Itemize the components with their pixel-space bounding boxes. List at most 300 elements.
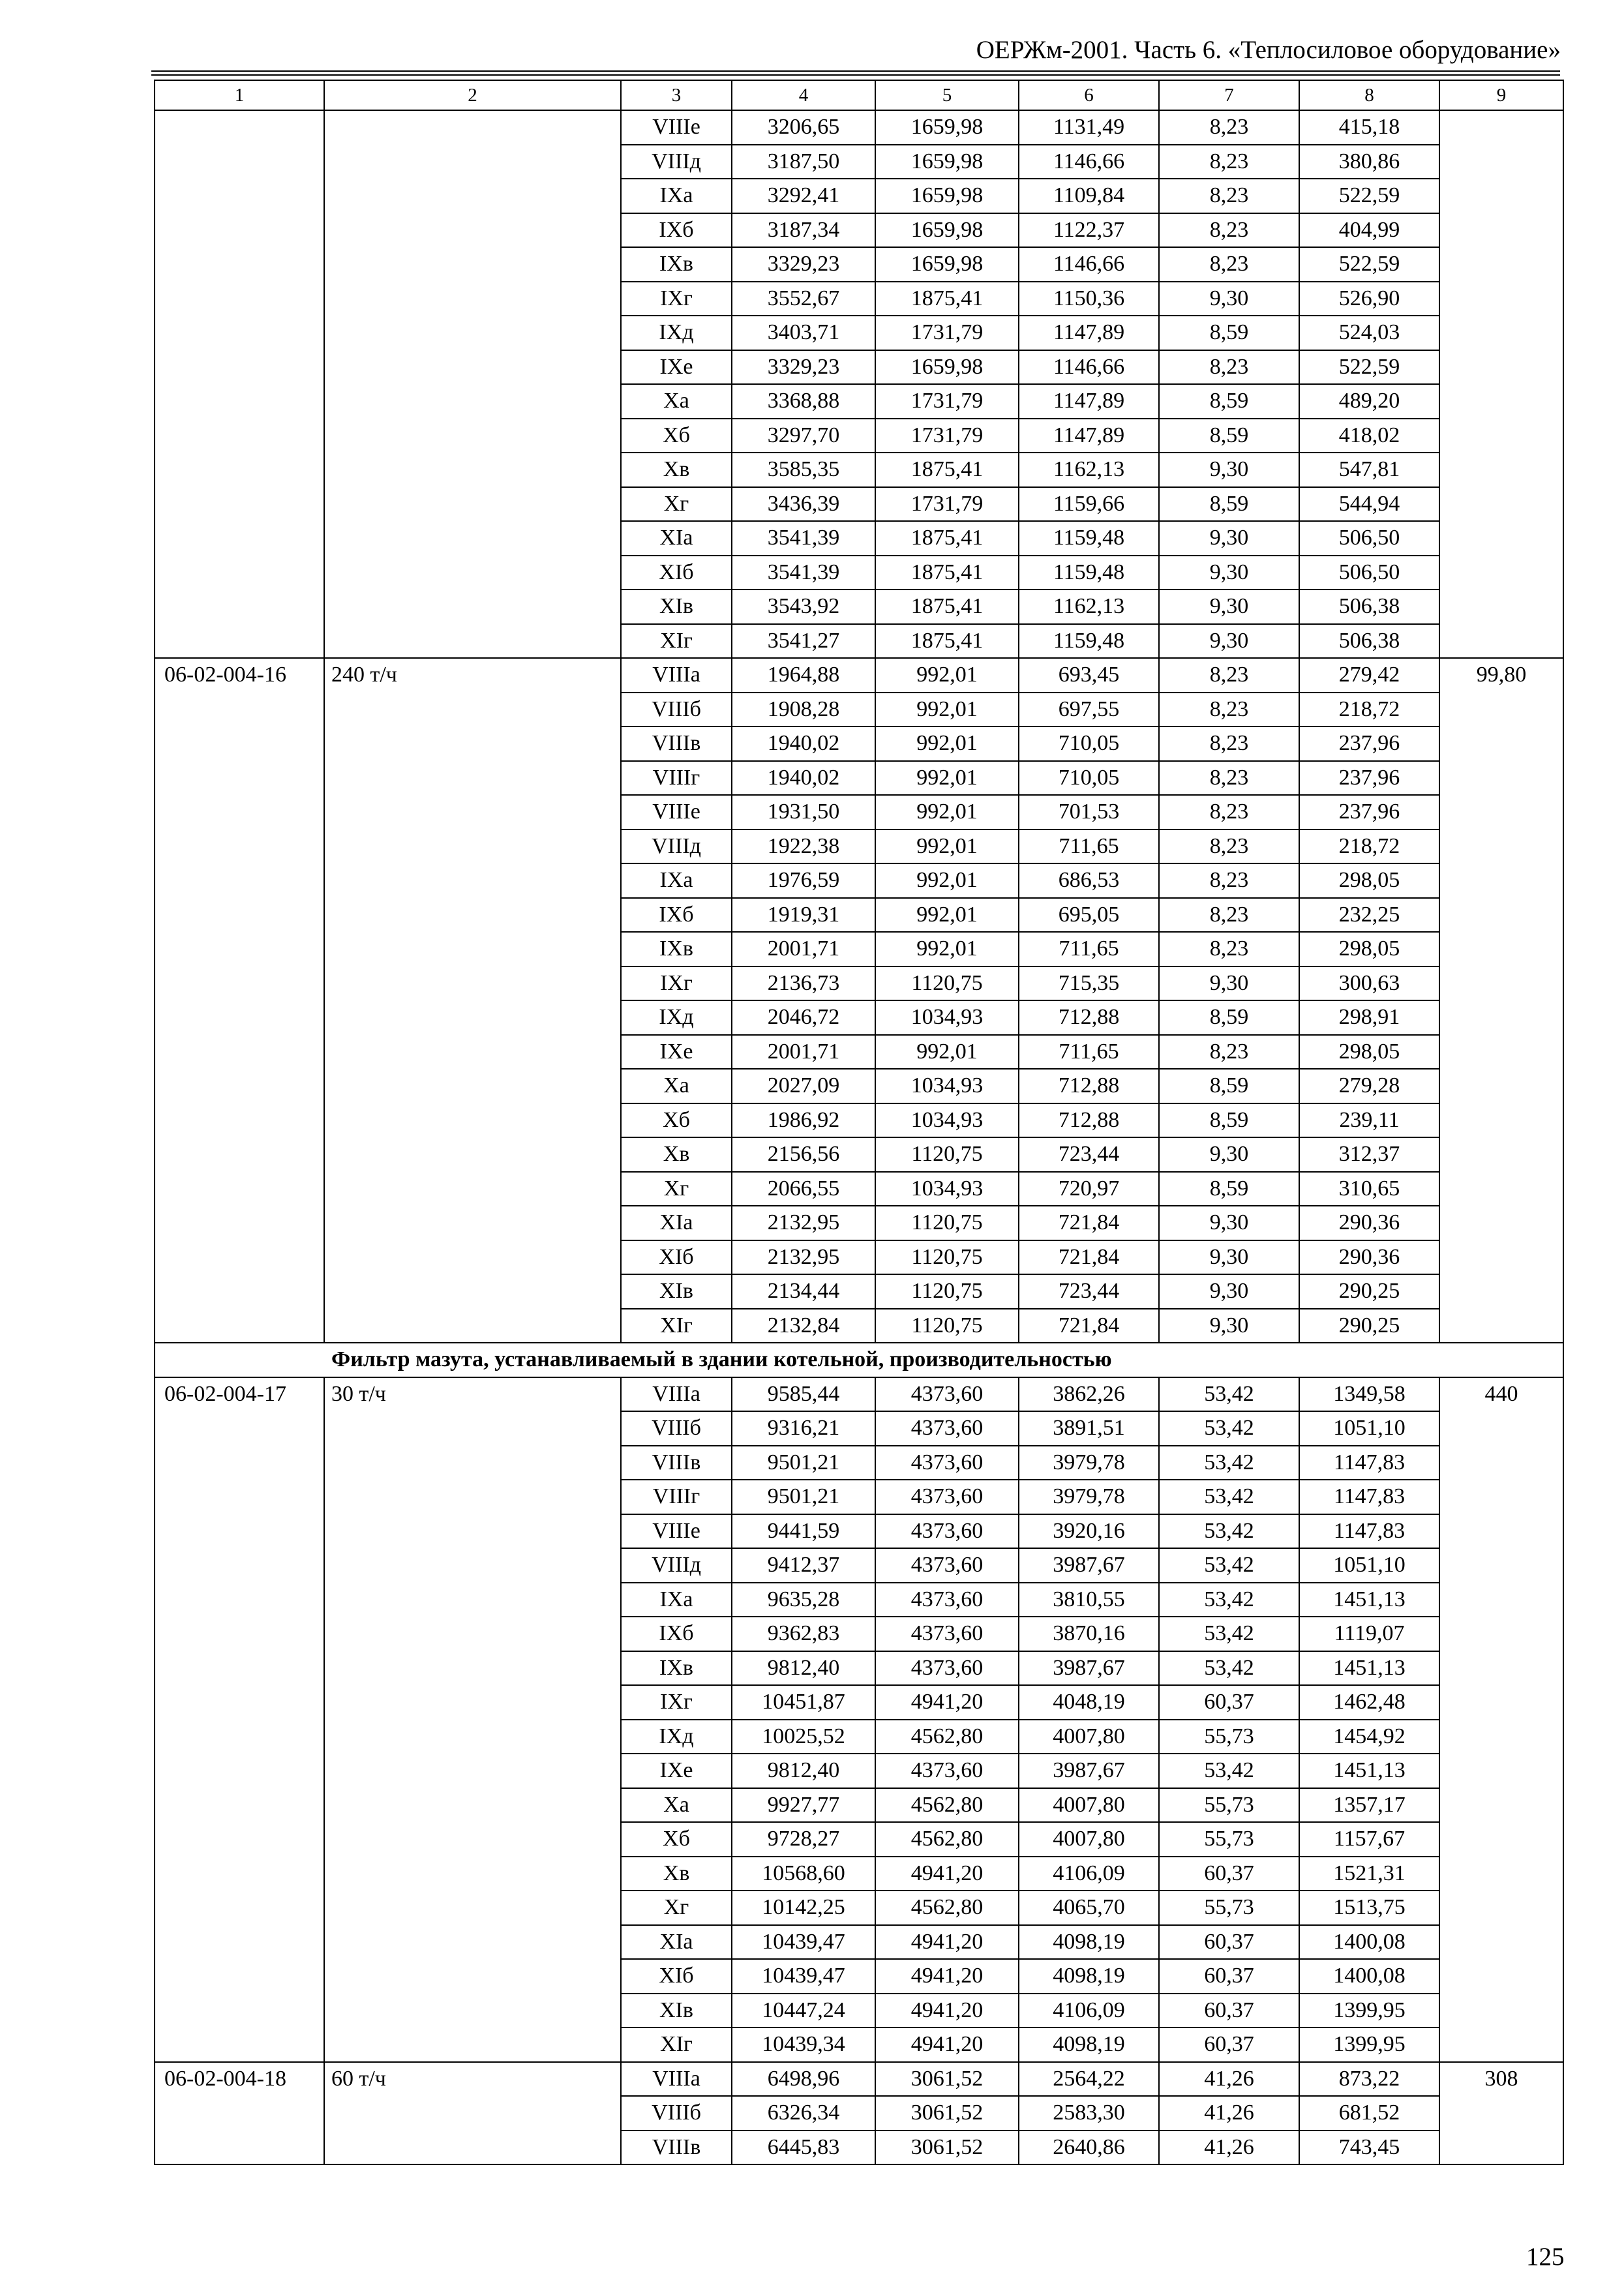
cell-value: 1120,75	[875, 966, 1019, 1001]
cell-value: 3891,51	[1019, 1411, 1159, 1446]
cell-value: 1659,98	[875, 247, 1019, 282]
cell-value: 8,23	[1159, 247, 1299, 282]
cell-value: 4941,20	[875, 1959, 1019, 1994]
row-variant: XIг	[621, 624, 732, 659]
entry-mass: 308	[1439, 2062, 1563, 2165]
cell-value: 2640,86	[1019, 2131, 1159, 2165]
cell-value: 2027,09	[732, 1069, 875, 1103]
cell-value: 1131,49	[1019, 110, 1159, 145]
cell-value: 1034,93	[875, 1069, 1019, 1103]
cell-value: 380,86	[1299, 145, 1439, 179]
cell-value: 1162,13	[1019, 453, 1159, 487]
cell-value: 8,23	[1159, 863, 1299, 898]
cell-value: 1146,66	[1019, 350, 1159, 385]
cell-value: 1400,08	[1299, 1925, 1439, 1960]
cell-value: 9635,28	[732, 1583, 875, 1617]
cell-value: 9,30	[1159, 1137, 1299, 1172]
row-variant: XIб	[621, 1240, 732, 1275]
row-variant: XIв	[621, 590, 732, 624]
cell-value: 2066,55	[732, 1172, 875, 1206]
cell-value: 41,26	[1159, 2062, 1299, 2097]
cell-value: 4098,19	[1019, 2027, 1159, 2062]
row-variant: XIб	[621, 1959, 732, 1994]
row-variant: IXа	[621, 1583, 732, 1617]
cell-value: 2132,95	[732, 1240, 875, 1275]
table-row	[155, 658, 1563, 693]
row-variant: VIIIд	[621, 830, 732, 864]
column-number: 4	[732, 80, 875, 110]
cell-value: 2046,72	[732, 1000, 875, 1035]
cell-value: 1875,41	[875, 556, 1019, 590]
cell-value: 992,01	[875, 693, 1019, 727]
row-variant: Xв	[621, 1857, 732, 1891]
cell-value: 1349,58	[1299, 1377, 1439, 1412]
cell-value: 3987,67	[1019, 1754, 1159, 1788]
row-variant: IXг	[621, 1685, 732, 1720]
cell-value: 9501,21	[732, 1446, 875, 1480]
cell-value: 2156,56	[732, 1137, 875, 1172]
row-variant: VIIIа	[621, 1377, 732, 1412]
cell-value: 60,37	[1159, 1857, 1299, 1891]
cell-value: 8,23	[1159, 213, 1299, 248]
cell-value: 53,42	[1159, 1446, 1299, 1480]
cell-value: 1986,92	[732, 1103, 875, 1138]
cell-value: 1120,75	[875, 1274, 1019, 1309]
cell-value: 743,45	[1299, 2131, 1439, 2165]
cell-value: 992,01	[875, 761, 1019, 796]
cell-value: 1659,98	[875, 110, 1019, 145]
entry-code: 06-02-004-16	[155, 658, 324, 1343]
row-variant: IXе	[621, 1754, 732, 1788]
cell-value: 711,65	[1019, 932, 1159, 966]
row-variant: VIIIг	[621, 761, 732, 796]
cell-value: 1659,98	[875, 213, 1019, 248]
cell-value: 711,65	[1019, 1035, 1159, 1070]
cell-value: 8,59	[1159, 316, 1299, 350]
column-number: 2	[324, 80, 621, 110]
cell-value: 715,35	[1019, 966, 1159, 1001]
header-rule	[151, 70, 1560, 72]
cell-value: 9,30	[1159, 624, 1299, 659]
cell-value: 506,38	[1299, 590, 1439, 624]
cell-value: 3292,41	[732, 179, 875, 213]
cell-value: 55,73	[1159, 1720, 1299, 1754]
cell-value: 3979,78	[1019, 1446, 1159, 1480]
cell-value: 1147,89	[1019, 419, 1159, 453]
cell-value: 1399,95	[1299, 2027, 1439, 2062]
cell-value: 1120,75	[875, 1206, 1019, 1240]
cell-value: 506,50	[1299, 521, 1439, 556]
row-variant: VIIIа	[621, 2062, 732, 2097]
cell-value: 6326,34	[732, 2096, 875, 2131]
cell-value: 1162,13	[1019, 590, 1159, 624]
row-variant: Xг	[621, 1891, 732, 1925]
cell-value: 9412,37	[732, 1548, 875, 1583]
cell-value: 1147,89	[1019, 316, 1159, 350]
cell-value: 279,28	[1299, 1069, 1439, 1103]
cell-value: 9,30	[1159, 590, 1299, 624]
cell-value: 3543,92	[732, 590, 875, 624]
cell-value: 55,73	[1159, 1822, 1299, 1857]
cell-value: 8,59	[1159, 1000, 1299, 1035]
cell-value: 8,59	[1159, 1069, 1299, 1103]
cell-value: 686,53	[1019, 863, 1159, 898]
row-variant: VIIIе	[621, 795, 732, 830]
entry-code: 06-02-004-17	[155, 1377, 324, 2062]
cell-value: 60,37	[1159, 1685, 1299, 1720]
cell-value: 3061,52	[875, 2062, 1019, 2097]
cell-value: 721,84	[1019, 1206, 1159, 1240]
cell-value: 237,96	[1299, 761, 1439, 796]
cell-value: 4106,09	[1019, 1994, 1159, 2028]
entry-capacity: 30 т/ч	[324, 1377, 621, 2062]
cell-value: 9927,77	[732, 1788, 875, 1823]
cell-value: 53,42	[1159, 1514, 1299, 1549]
cell-value: 8,23	[1159, 145, 1299, 179]
cell-value: 4941,20	[875, 1994, 1019, 2028]
cell-value: 992,01	[875, 830, 1019, 864]
cell-value: 55,73	[1159, 1891, 1299, 1925]
cell-value: 232,25	[1299, 898, 1439, 933]
cell-value: 8,59	[1159, 419, 1299, 453]
row-variant: XIв	[621, 1274, 732, 1309]
cell-value: 710,05	[1019, 726, 1159, 761]
cell-value: 8,23	[1159, 898, 1299, 933]
row-variant: IXе	[621, 350, 732, 385]
cell-value: 53,42	[1159, 1480, 1299, 1514]
row-variant: IXа	[621, 179, 732, 213]
cell-value: 2132,84	[732, 1309, 875, 1343]
code-cell	[155, 110, 324, 658]
cell-value: 1150,36	[1019, 282, 1159, 316]
column-number: 8	[1299, 80, 1439, 110]
cell-value: 1462,48	[1299, 1685, 1439, 1720]
cell-value: 290,36	[1299, 1206, 1439, 1240]
cell-value: 1875,41	[875, 453, 1019, 487]
cell-value: 1159,48	[1019, 556, 1159, 590]
cell-value: 9,30	[1159, 453, 1299, 487]
cell-value: 10142,25	[732, 1891, 875, 1925]
cell-value: 522,59	[1299, 179, 1439, 213]
cell-value: 712,88	[1019, 1000, 1159, 1035]
row-variant: IXд	[621, 1000, 732, 1035]
section-row	[155, 1343, 1563, 1377]
cell-value: 4007,80	[1019, 1788, 1159, 1823]
cell-value: 298,91	[1299, 1000, 1439, 1035]
cell-value: 1731,79	[875, 384, 1019, 419]
table-body	[155, 80, 1563, 2164]
cell-value: 3368,88	[732, 384, 875, 419]
row-variant: VIIIд	[621, 145, 732, 179]
cell-value: 3187,50	[732, 145, 875, 179]
row-variant: XIв	[621, 1994, 732, 2028]
cell-value: 10439,47	[732, 1925, 875, 1960]
cell-value: 53,42	[1159, 1548, 1299, 1583]
cell-value: 1147,83	[1299, 1514, 1439, 1549]
cell-value: 1120,75	[875, 1137, 1019, 1172]
row-variant: IXв	[621, 247, 732, 282]
cell-value: 53,42	[1159, 1411, 1299, 1446]
cell-value: 1731,79	[875, 316, 1019, 350]
cell-value: 721,84	[1019, 1240, 1159, 1275]
cell-value: 53,42	[1159, 1617, 1299, 1651]
cell-value: 3987,67	[1019, 1548, 1159, 1583]
cell-value: 1159,48	[1019, 521, 1159, 556]
cell-value: 681,52	[1299, 2096, 1439, 2131]
cell-value: 4048,19	[1019, 1685, 1159, 1720]
cell-value: 1875,41	[875, 624, 1019, 659]
entry-mass: 440	[1439, 1377, 1563, 2062]
cell-value: 489,20	[1299, 384, 1439, 419]
table-row	[155, 110, 1563, 145]
cell-value: 4373,60	[875, 1480, 1019, 1514]
cell-value: 8,23	[1159, 350, 1299, 385]
cell-value: 695,05	[1019, 898, 1159, 933]
cell-value: 1034,93	[875, 1000, 1019, 1035]
header-rule	[151, 74, 1560, 76]
section-title: Фильтр мазута, устанавливаемый в здании котельной, производительностью	[155, 1343, 1563, 1377]
table-row	[155, 1377, 1563, 1412]
cell-value: 1146,66	[1019, 247, 1159, 282]
cell-value: 1931,50	[732, 795, 875, 830]
row-variant: XIа	[621, 1925, 732, 1960]
cell-value: 992,01	[875, 898, 1019, 933]
cell-value: 2001,71	[732, 932, 875, 966]
cell-value: 1146,66	[1019, 145, 1159, 179]
cell-value: 55,73	[1159, 1788, 1299, 1823]
cell-value: 290,25	[1299, 1309, 1439, 1343]
row-variant: IXг	[621, 282, 732, 316]
cell-value: 10447,24	[732, 1994, 875, 2028]
cell-value: 2564,22	[1019, 2062, 1159, 2097]
cell-value: 9,30	[1159, 556, 1299, 590]
cell-value: 9585,44	[732, 1377, 875, 1412]
cell-value: 1119,07	[1299, 1617, 1439, 1651]
cell-value: 4562,80	[875, 1891, 1019, 1925]
cell-value: 3541,39	[732, 556, 875, 590]
cell-value: 10568,60	[732, 1857, 875, 1891]
cell-value: 506,38	[1299, 624, 1439, 659]
cell-value: 9812,40	[732, 1754, 875, 1788]
row-variant: IXд	[621, 316, 732, 350]
cell-value: 8,23	[1159, 179, 1299, 213]
cell-value: 4562,80	[875, 1788, 1019, 1823]
cell-value: 298,05	[1299, 1035, 1439, 1070]
cell-value: 3329,23	[732, 247, 875, 282]
cell-value: 418,02	[1299, 419, 1439, 453]
cell-value: 9,30	[1159, 1206, 1299, 1240]
cell-value: 218,72	[1299, 830, 1439, 864]
cell-value: 312,37	[1299, 1137, 1439, 1172]
cell-value: 9,30	[1159, 1274, 1299, 1309]
cell-value: 237,96	[1299, 795, 1439, 830]
cell-value: 697,55	[1019, 693, 1159, 727]
cell-value: 10439,34	[732, 2027, 875, 2062]
cell-value: 3297,70	[732, 419, 875, 453]
row-variant: VIIIв	[621, 1446, 732, 1480]
cell-value: 712,88	[1019, 1069, 1159, 1103]
cell-value: 3585,35	[732, 453, 875, 487]
row-variant: XIб	[621, 556, 732, 590]
cell-value: 9362,83	[732, 1617, 875, 1651]
cell-value: 8,59	[1159, 1103, 1299, 1138]
cell-value: 3187,34	[732, 213, 875, 248]
cell-value: 1147,89	[1019, 384, 1159, 419]
price-table	[154, 80, 1564, 2165]
cell-value: 712,88	[1019, 1103, 1159, 1138]
cell-value: 1451,13	[1299, 1583, 1439, 1617]
cell-value: 1964,88	[732, 658, 875, 693]
cell-value: 8,59	[1159, 1172, 1299, 1206]
cell-value: 522,59	[1299, 247, 1439, 282]
cell-value: 4373,60	[875, 1617, 1019, 1651]
cell-value: 4373,60	[875, 1651, 1019, 1686]
column-number: 7	[1159, 80, 1299, 110]
cell-value: 237,96	[1299, 726, 1439, 761]
cell-value: 547,81	[1299, 453, 1439, 487]
cell-value: 53,42	[1159, 1651, 1299, 1686]
cell-value: 298,05	[1299, 863, 1439, 898]
cell-value: 415,18	[1299, 110, 1439, 145]
cell-value: 1875,41	[875, 590, 1019, 624]
cell-value: 404,99	[1299, 213, 1439, 248]
cell-value: 992,01	[875, 863, 1019, 898]
cell-value: 60,37	[1159, 1925, 1299, 1960]
mass-cell	[1439, 110, 1563, 658]
cell-value: 9,30	[1159, 1240, 1299, 1275]
cell-value: 2001,71	[732, 1035, 875, 1070]
row-variant: VIIIб	[621, 2096, 732, 2131]
cell-value: 3403,71	[732, 316, 875, 350]
row-variant: IXб	[621, 898, 732, 933]
column-number: 3	[621, 80, 732, 110]
cell-value: 1051,10	[1299, 1411, 1439, 1446]
cell-value: 720,97	[1019, 1172, 1159, 1206]
column-number: 1	[155, 80, 324, 110]
cell-value: 4373,60	[875, 1411, 1019, 1446]
cell-value: 4373,60	[875, 1548, 1019, 1583]
cell-value: 1051,10	[1299, 1548, 1439, 1583]
cell-value: 4941,20	[875, 2027, 1019, 2062]
document-header-title: ОЕРЖм-2001. Часть 6. «Теплосиловое оборудование»	[976, 36, 1561, 64]
row-variant: IXб	[621, 1617, 732, 1651]
cell-value: 1659,98	[875, 350, 1019, 385]
cell-value: 544,94	[1299, 487, 1439, 522]
cell-value: 8,23	[1159, 830, 1299, 864]
cell-value: 1122,37	[1019, 213, 1159, 248]
cell-value: 1357,17	[1299, 1788, 1439, 1823]
cell-value: 10439,47	[732, 1959, 875, 1994]
cell-value: 701,53	[1019, 795, 1159, 830]
row-variant: Xб	[621, 1103, 732, 1138]
cell-value: 290,25	[1299, 1274, 1439, 1309]
page-number: 125	[1526, 2243, 1565, 2271]
cell-value: 1919,31	[732, 898, 875, 933]
row-variant: IXе	[621, 1035, 732, 1070]
cell-value: 3541,27	[732, 624, 875, 659]
cell-value: 8,59	[1159, 487, 1299, 522]
cell-value: 721,84	[1019, 1309, 1159, 1343]
cell-value: 4373,60	[875, 1754, 1019, 1788]
cell-value: 1454,92	[1299, 1720, 1439, 1754]
cell-value: 1731,79	[875, 487, 1019, 522]
cell-value: 723,44	[1019, 1274, 1159, 1309]
cell-value: 298,05	[1299, 932, 1439, 966]
row-variant: Xб	[621, 419, 732, 453]
cell-value: 3206,65	[732, 110, 875, 145]
row-variant: IXб	[621, 213, 732, 248]
cell-value: 290,36	[1299, 1240, 1439, 1275]
cell-value: 1659,98	[875, 179, 1019, 213]
cell-value: 239,11	[1299, 1103, 1439, 1138]
row-variant: VIIIа	[621, 658, 732, 693]
row-variant: IXв	[621, 932, 732, 966]
cell-value: 60,37	[1159, 2027, 1299, 2062]
cell-value: 1513,75	[1299, 1891, 1439, 1925]
cell-value: 4373,60	[875, 1446, 1019, 1480]
cell-value: 9501,21	[732, 1480, 875, 1514]
cell-value: 992,01	[875, 726, 1019, 761]
cell-value: 3920,16	[1019, 1514, 1159, 1549]
row-variant: IXа	[621, 863, 732, 898]
row-variant: VIIIе	[621, 110, 732, 145]
cell-value: 3061,52	[875, 2131, 1019, 2165]
cell-value: 4941,20	[875, 1925, 1019, 1960]
cell-value: 9441,59	[732, 1514, 875, 1549]
row-variant: IXд	[621, 1720, 732, 1754]
name-cell	[324, 110, 621, 658]
entry-capacity: 240 т/ч	[324, 658, 621, 1343]
row-variant: IXв	[621, 1651, 732, 1686]
cell-value: 1659,98	[875, 145, 1019, 179]
column-number: 5	[875, 80, 1019, 110]
cell-value: 1159,66	[1019, 487, 1159, 522]
cell-value: 41,26	[1159, 2131, 1299, 2165]
row-variant: VIIIе	[621, 1514, 732, 1549]
cell-value: 3979,78	[1019, 1480, 1159, 1514]
cell-value: 1521,31	[1299, 1857, 1439, 1891]
cell-value: 4941,20	[875, 1685, 1019, 1720]
cell-value: 9,30	[1159, 521, 1299, 556]
cell-value: 1908,28	[732, 693, 875, 727]
cell-value: 1034,93	[875, 1172, 1019, 1206]
cell-value: 4098,19	[1019, 1925, 1159, 1960]
cell-value: 1399,95	[1299, 1994, 1439, 2028]
cell-value: 8,23	[1159, 932, 1299, 966]
cell-value: 8,23	[1159, 110, 1299, 145]
column-number-row	[155, 80, 1563, 110]
cell-value: 10025,52	[732, 1720, 875, 1754]
cell-value: 8,23	[1159, 658, 1299, 693]
cell-value: 4562,80	[875, 1822, 1019, 1857]
cell-value: 1034,93	[875, 1103, 1019, 1138]
cell-value: 1147,83	[1299, 1446, 1439, 1480]
entry-mass: 99,80	[1439, 658, 1563, 1343]
cell-value: 6498,96	[732, 2062, 875, 2097]
row-variant: Xа	[621, 1788, 732, 1823]
cell-value: 3870,16	[1019, 1617, 1159, 1651]
cell-value: 506,50	[1299, 556, 1439, 590]
cell-value: 1120,75	[875, 1309, 1019, 1343]
row-variant: Xг	[621, 487, 732, 522]
cell-value: 60,37	[1159, 1994, 1299, 2028]
cell-value: 2136,73	[732, 966, 875, 1001]
cell-value: 1875,41	[875, 521, 1019, 556]
cell-value: 4098,19	[1019, 1959, 1159, 1994]
cell-value: 53,42	[1159, 1583, 1299, 1617]
cell-value: 218,72	[1299, 693, 1439, 727]
row-variant: VIIIв	[621, 2131, 732, 2165]
